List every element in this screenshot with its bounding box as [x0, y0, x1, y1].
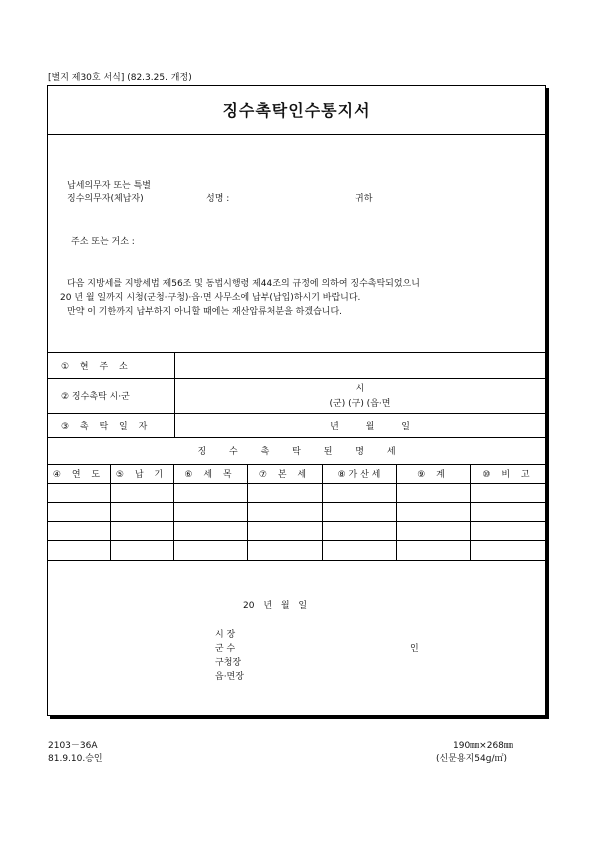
- detail-table-title: 징 수 촉 탁 된 명 세: [197, 447, 396, 457]
- signer-mayor: 시 장: [215, 630, 236, 640]
- notice-body-line2: 20 년 월 일까지 시청(군청·구청)·읍·면 사무소에 납부(납입)하시기 바랍니다.: [60, 293, 361, 303]
- name-label: 성명 :: [206, 194, 230, 204]
- signer-district-head: 구청장: [215, 658, 242, 668]
- info-value-city-line2: (군) (구) (읍·면: [329, 398, 391, 409]
- detail-row-line-1: [47, 502, 546, 503]
- notice-body-line1: 다음 지방세를 지방세법 제56조 및 동법시행령 제44조의 규정에 의하여 징수촉탁되었으니: [67, 279, 420, 289]
- detail-col-remarks: ⑩ 비 고: [482, 470, 534, 480]
- paper-type: (신문용지54g/㎡): [436, 754, 507, 764]
- info-label-city: ② 징수촉탁 시·군: [61, 392, 130, 402]
- info-value-date: 년 월 일: [330, 421, 410, 432]
- info-label-date: ③ 촉 탁 일 자: [61, 421, 152, 432]
- detail-row-line-2: [47, 521, 546, 522]
- detail-col-tax-item: ⑥ 세 목: [184, 470, 236, 480]
- taxpayer-label-line1: 납세의무자 또는 특별: [67, 181, 151, 191]
- frame-shadow-right: [546, 88, 549, 719]
- info-label-address: ① 현 주 소: [61, 361, 132, 372]
- detail-row-line-3: [47, 540, 546, 541]
- frame-shadow-bottom: [50, 716, 549, 719]
- detail-col-principal: ⑦ 본 세: [258, 470, 311, 480]
- notice-body-line3: 만약 이 기한까지 납부하지 아니할 때에는 재산압류처분을 하겠습니다.: [67, 307, 343, 317]
- issue-date-line: 20 년 월 일: [243, 601, 308, 611]
- detail-header-bottom: [47, 483, 546, 484]
- seal-mark: 인: [410, 644, 419, 654]
- signer-county-head: 군 수: [215, 644, 236, 654]
- detail-col-due: ⑤ 납 기: [115, 470, 168, 480]
- form-title: 징수촉탁인수통지서: [47, 85, 546, 135]
- taxpayer-label-line2: 징수의무자(체납자): [67, 194, 144, 204]
- detail-col-total: ⑨ 계: [417, 470, 449, 480]
- signer-town-head: 읍·면장: [215, 672, 244, 682]
- detail-col-year: ④ 연 도: [52, 470, 105, 480]
- honorific-text: 귀하: [355, 194, 373, 204]
- detail-col-penalty: ⑧ 가 산 세: [337, 470, 381, 480]
- info-value-city-line1: 시: [355, 383, 365, 394]
- form-header-note: [별지 제30호 서식] (82.3.25. 개정): [48, 73, 192, 83]
- divider-info-vertical: [174, 352, 175, 437]
- paper-size: 190㎜×268㎜: [453, 741, 513, 751]
- detail-table-bottom: [47, 560, 546, 561]
- form-code: 2103－36A: [48, 741, 98, 751]
- address-label: 주소 또는 거소 :: [71, 237, 135, 247]
- approval-date: 81.9.10.승인: [48, 754, 103, 764]
